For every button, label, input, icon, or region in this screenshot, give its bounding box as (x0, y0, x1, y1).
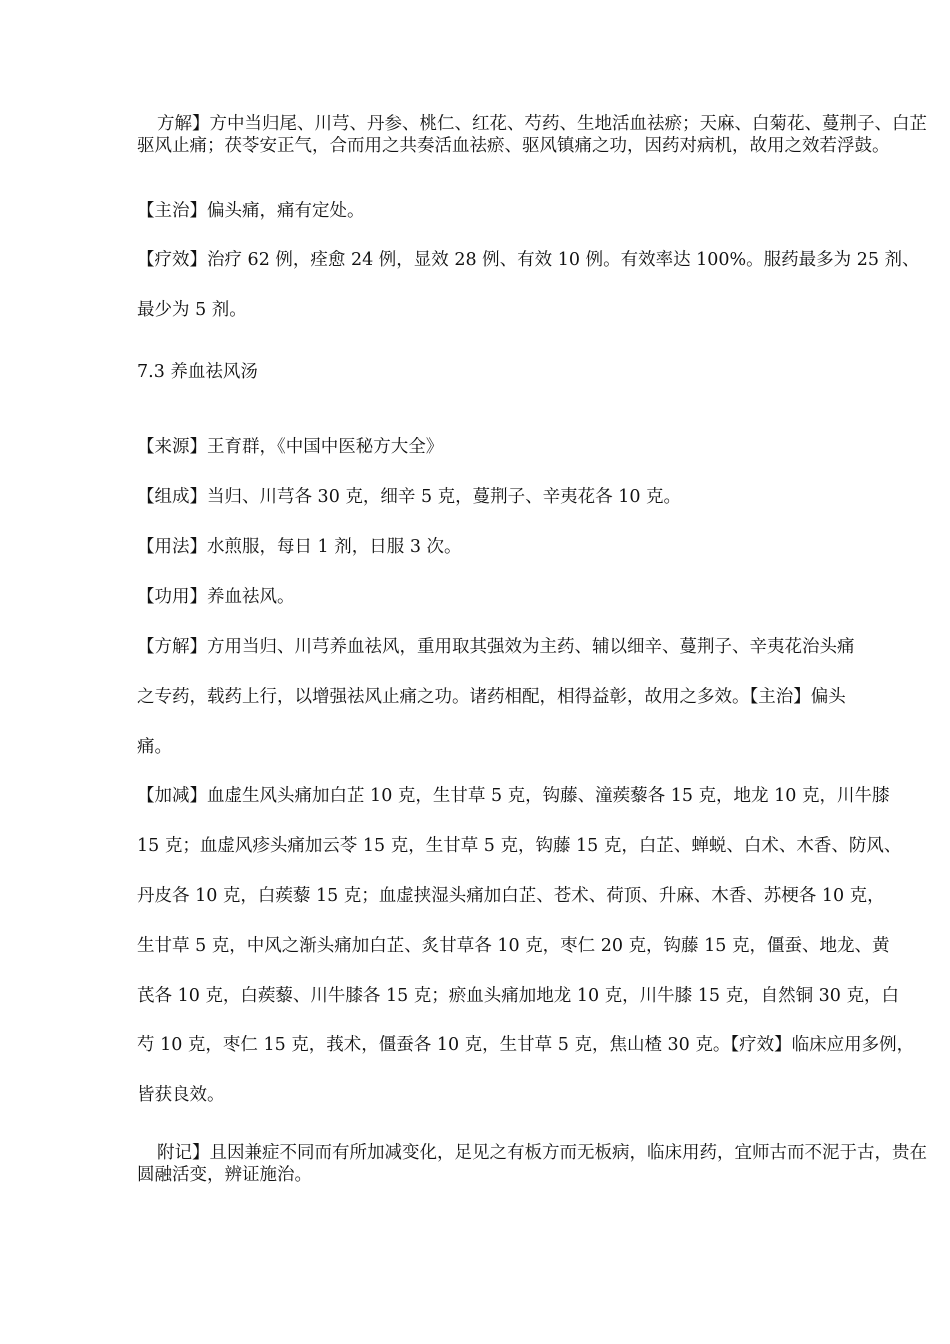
paragraph-fuji: 附记】且因兼症不同而有所加减变化，足见之有板方而无板病，临床用药，宜师古而不泥于古，贵在圆融活变，辨证施治。 (137, 1143, 927, 1185)
paragraph-yongfa: 【用法】水煎服，每日 1 剂，日服 3 次。 (137, 537, 462, 557)
paragraph-fangjie-1: 方解】方中当归尾、川芎、丹参、桃仁、红花、芍药、生地活血祛瘀；天麻、白菊花、蔓荆子、白芷驱风止痛；茯苓安正气，合而用之共奏活血祛瘀、驱风镇痛之功，因药对病机，故用之效若浮鼓。 (137, 114, 927, 156)
paragraph-fangjie-2-line-3: 痛。 (137, 737, 172, 757)
paragraph-zucheng: 【组成】当归、川芎各 30 克，细辛 5 克，蔓荆子、辛夷花各 10 克。 (137, 487, 682, 507)
paragraph-liaoxiao-1-line-2: 最少为 5 剂。 (137, 300, 247, 320)
section-heading: 7.3 养血祛风汤 (137, 362, 258, 382)
paragraph-jiajian-line-4: 生甘草 5 克，中风之渐头痛加白芷、炙甘草各 10 克，枣仁 20 克，钩藤 15 克，僵蚕、地龙、黄 (137, 936, 890, 956)
paragraph-fangjie-2-line-2: 之专药，载药上行，以增强祛风止痛之功。诸药相配，相得益彰，故用之多效。【主治】偏头 (137, 687, 846, 707)
paragraph-zhuzhi-1: 【主治】偏头痛，痛有定处。 (137, 201, 365, 221)
paragraph-jiajian-line-3: 丹皮各 10 克，白蒺藜 15 克；血虚挟湿头痛加白芷、苍术、荷顶、升麻、木香、苏梗各 10 克， (137, 886, 885, 906)
paragraph-jiajian-line-2: 15 克；血虚风疹头痛加云苓 15 克，生甘草 5 克，钩藤 15 克，白芷、蝉蜕、白术、木香、防风、 (137, 836, 902, 856)
paragraph-jiajian-line-7: 皆获良效。 (137, 1085, 225, 1105)
paragraph-jiajian-line-1: 【加减】血虚生风头痛加白芷 10 克，生甘草 5 克，钩藤、潼蒺藜各 15 克，地龙 10 克，川牛膝 (137, 786, 890, 806)
paragraph-fangjie-2-line-1: 【方解】方用当归、川芎养血祛风，重用取其强效为主药、辅以细辛、蔓荆子、辛夷花治头痛 (137, 637, 855, 657)
paragraph-gongyong: 【功用】养血祛风。 (137, 587, 295, 607)
paragraph-liaoxiao-1-line-1: 【疗效】治疗 62 例，痊愈 24 例，显效 28 例、有效 10 例。有效率达 100%。服药最多为 25 剂、 (137, 250, 920, 270)
paragraph-jiajian-line-5: 芪各 10 克，白蒺藜、川牛膝各 15 克；瘀血头痛加地龙 10 克，川牛膝 15 克，自然铜 30 克，白 (137, 986, 899, 1006)
paragraph-laiyuan: 【来源】王育群，《中国中医秘方大全》 (137, 437, 444, 457)
paragraph-jiajian-line-6: 芍 10 克，枣仁 15 克，莪术，僵蚕各 10 克，生甘草 5 克，焦山楂 30 克。【疗效】临床应用多例， (137, 1035, 915, 1055)
